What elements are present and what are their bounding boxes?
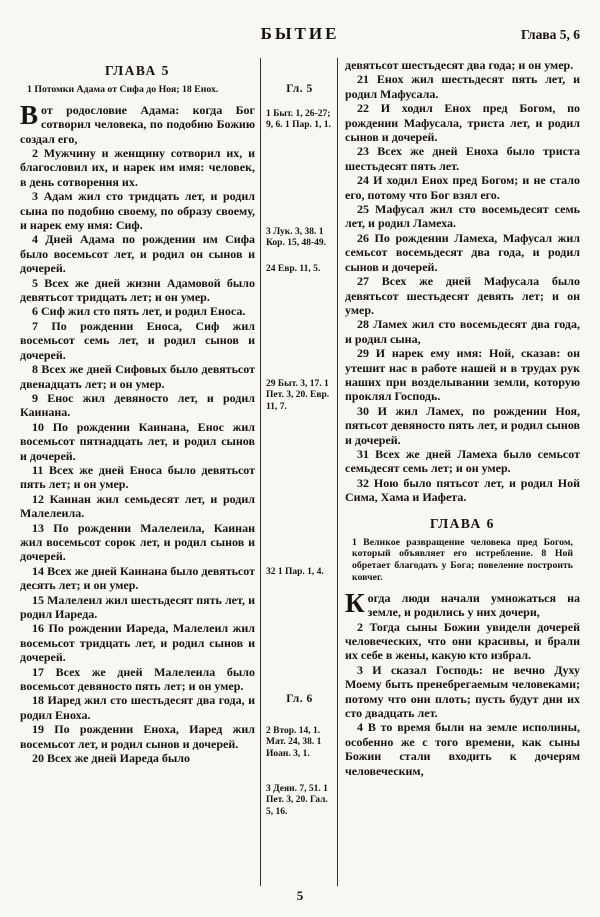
verse: 15 Малелеил жил шестьдесят пять лет, и родил Иареда. bbox=[20, 592, 255, 622]
ref-entry: 3 Деян. 7, 51. 1 Пет. 3, 20. Гал. 5, 16. bbox=[266, 784, 328, 817]
verse: 27 Всех же дней Мафусала было девятьсот шестьдесят девять лет; и он умер. bbox=[345, 274, 580, 317]
chapter-5-heading: ГЛАВА 5 bbox=[105, 63, 170, 78]
verse: 11 Всех же дней Еноса было девятьсот пять лет; и он умер. bbox=[20, 462, 255, 492]
drop-cap-letter: К bbox=[345, 587, 365, 618]
verse: 16 По рождении Иареда, Малелеил жил восемьсот тридцать лет, и родил сынов и дочерей. bbox=[20, 621, 255, 665]
verse: 13 По рождении Малелеила, Каинан жил восемьсот сорок лет, и родил сынов и дочерей. bbox=[20, 520, 255, 564]
verse: 4 Дней Адама по рождении им Сифа было восемьсот лет, и родил он сынов и дочерей. bbox=[20, 232, 255, 276]
ref-entry: 29 Быт. 3, 17. 1 Пет. 3, 20. Евр. 11, 7. bbox=[266, 379, 330, 412]
verse: 2 Тогда сыны Божии увидели дочерей человеческих, что они красивы, и брали их себе в жены, какую кто избрал. bbox=[345, 619, 580, 663]
verse: 32 Ною было пятьсот лет, и родил Ной Сима, Хама и Иафета. bbox=[345, 475, 580, 505]
verse-5-20-continuation: девятьсот шестьдесят два года; и он умер. bbox=[345, 58, 574, 72]
verse: 22 И ходил Енох пред Богом, по рождении Мафусала, триста лет, и родил сынов и дочерей. bbox=[345, 101, 580, 145]
chapter-6-summary: 1 Великое развращение человека пред Богом, который объявляет его истребление. 8 Ной обретает благодать у Бога; повеление построить ковчег. bbox=[352, 536, 573, 583]
ref-entry: 2 Втор. 14, 1. Мат. 24, 38. 1 Иоан. 3, 1. bbox=[266, 726, 322, 759]
verse: 7 По рождении Еноса, Сиф жил восемьсот семь лет, и родил сынов и дочерей. bbox=[20, 318, 255, 362]
verse: 14 Всех же дней Каинана было девятьсот десять лет; и он умер. bbox=[20, 563, 255, 593]
verse: 29 И нарек ему имя: Ной, сказав: он утешит нас в работе нашей и в трудах рук наших при возделывании земли, которую проклял Господь. bbox=[345, 346, 580, 404]
verse: 10 По рождении Каинана, Енос жил восемьсот пятнадцать лет, и родил сынов и дочерей. bbox=[20, 419, 255, 463]
verse: 12 Каинан жил семьдесят лет, и родил Малелеила. bbox=[20, 491, 255, 521]
cross-reference-column bbox=[260, 58, 338, 886]
verse: 8 Всех же дней Сифовых было девятьсот двенадцать лет; и он умер. bbox=[20, 362, 255, 391]
chapter-range-label: Глава 5, 6 bbox=[520, 27, 580, 42]
verse-text: огда люди начали умножаться на земле, и родились у них дочери, bbox=[367, 590, 580, 620]
verse: 24 И ходил Енох пред Богом; и не стало его, потому что Бог взял его. bbox=[345, 173, 580, 202]
ref-entry: 32 1 Пар. 1, 4. bbox=[266, 567, 324, 577]
verse-text: от родословие Адама: когда Бог сотворил человека, по подобию Божию создал его, bbox=[20, 102, 255, 146]
ref-entry: 24 Евр. 11, 5. bbox=[266, 264, 321, 274]
verse: 28 Ламех жил сто восемьдесят два года, и родил сына, bbox=[345, 317, 580, 346]
drop-cap-letter: В bbox=[20, 99, 39, 130]
book-title: БЫТИЕ bbox=[260, 24, 340, 43]
right-text-column bbox=[338, 58, 580, 886]
verse: 18 Иаред жил сто шестьдесят два года, и родил Еноха. bbox=[20, 693, 255, 722]
page-header bbox=[20, 24, 580, 44]
ref-entry: 1 Быт. 1, 26-27; 9, 6. 1 Пар. 1, 1. bbox=[266, 109, 331, 131]
chapter-6-heading: ГЛАВА 6 bbox=[430, 515, 495, 531]
verse: 19 По рождении Еноха, Иаред жил восемьсот лет, и родил сынов и дочерей. bbox=[20, 722, 255, 751]
refs-chapter-5-label: Гл. 5 bbox=[286, 83, 313, 95]
chapter-6-verses bbox=[345, 620, 580, 778]
verse: 17 Всех же дней Малелеила было восемьсот девяносто пять лет; и он умер. bbox=[20, 664, 255, 694]
verse-6-1 bbox=[345, 587, 580, 620]
verse: 2 Мужчину и женщину сотворил их, и благословил их, и нарек им имя: человек, в день сотворения их. bbox=[20, 146, 255, 189]
page-number: 5 bbox=[296, 888, 304, 903]
verse: 3 И сказал Господь: не вечно Духу Моему быть пренебрегаемым человеками; потому что они плоть; пусть будут дни их сто двадцать лет. bbox=[345, 662, 580, 721]
ref-entry: 3 Лук. 3, 38. 1 Кор. 15, 48-49. bbox=[266, 227, 326, 249]
chapter-5-verses-left bbox=[20, 146, 255, 765]
verse: 6 Сиф жил сто пять лет, и родил Еноса. bbox=[32, 304, 246, 319]
verse: 30 И жил Ламех, по рождении Ноя, пятьсот девяносто пять лет, и родил сынов и дочерей. bbox=[345, 403, 580, 447]
chapter-5-summary: 1 Потомки Адама от Сифа до Ноя; 18 Енох. bbox=[27, 84, 219, 95]
verse: 20 Всех же дней Иареда было bbox=[32, 751, 191, 766]
verse: 9 Енос жил девяносто лет, и родил Каинана. bbox=[20, 390, 255, 420]
verse-5-1 bbox=[20, 99, 255, 146]
verse: 21 Енох жил шестьдесят пять лет, и родил Мафусала. bbox=[345, 72, 580, 101]
text-columns bbox=[20, 58, 580, 886]
verse: 31 Всех же дней Ламеха было семьсот семьдесят семь лет; и он умер. bbox=[345, 446, 580, 476]
verse: 23 Всех же дней Еноха было триста шестьдесят пять лет. bbox=[345, 144, 580, 173]
verse: 5 Всех же дней жизни Адамовой было девятьсот тридцать лет; и он умер. bbox=[20, 275, 255, 305]
chapter-5-verses-right bbox=[345, 72, 580, 504]
verse: 4 В то время были на земле исполины, особенно же с того времени, как сыны Божии стали входить к дочерям человеческим, bbox=[345, 720, 580, 778]
refs-chapter-6-label: Гл. 6 bbox=[286, 693, 313, 705]
verse: 25 Мафусал жил сто восемьдесят семь лет, и родил Ламеха. bbox=[345, 202, 580, 231]
left-text-column bbox=[20, 58, 260, 886]
verse: 3 Адам жил сто тридцать лет, и родил сына по подобию своему, по образу своему, и нарек ему имя: Сиф. bbox=[20, 189, 255, 233]
verse: 26 По рождении Ламеха, Мафусал жил семьсот восемьдесят два года, и родил сынов и дочерей. bbox=[345, 230, 580, 274]
